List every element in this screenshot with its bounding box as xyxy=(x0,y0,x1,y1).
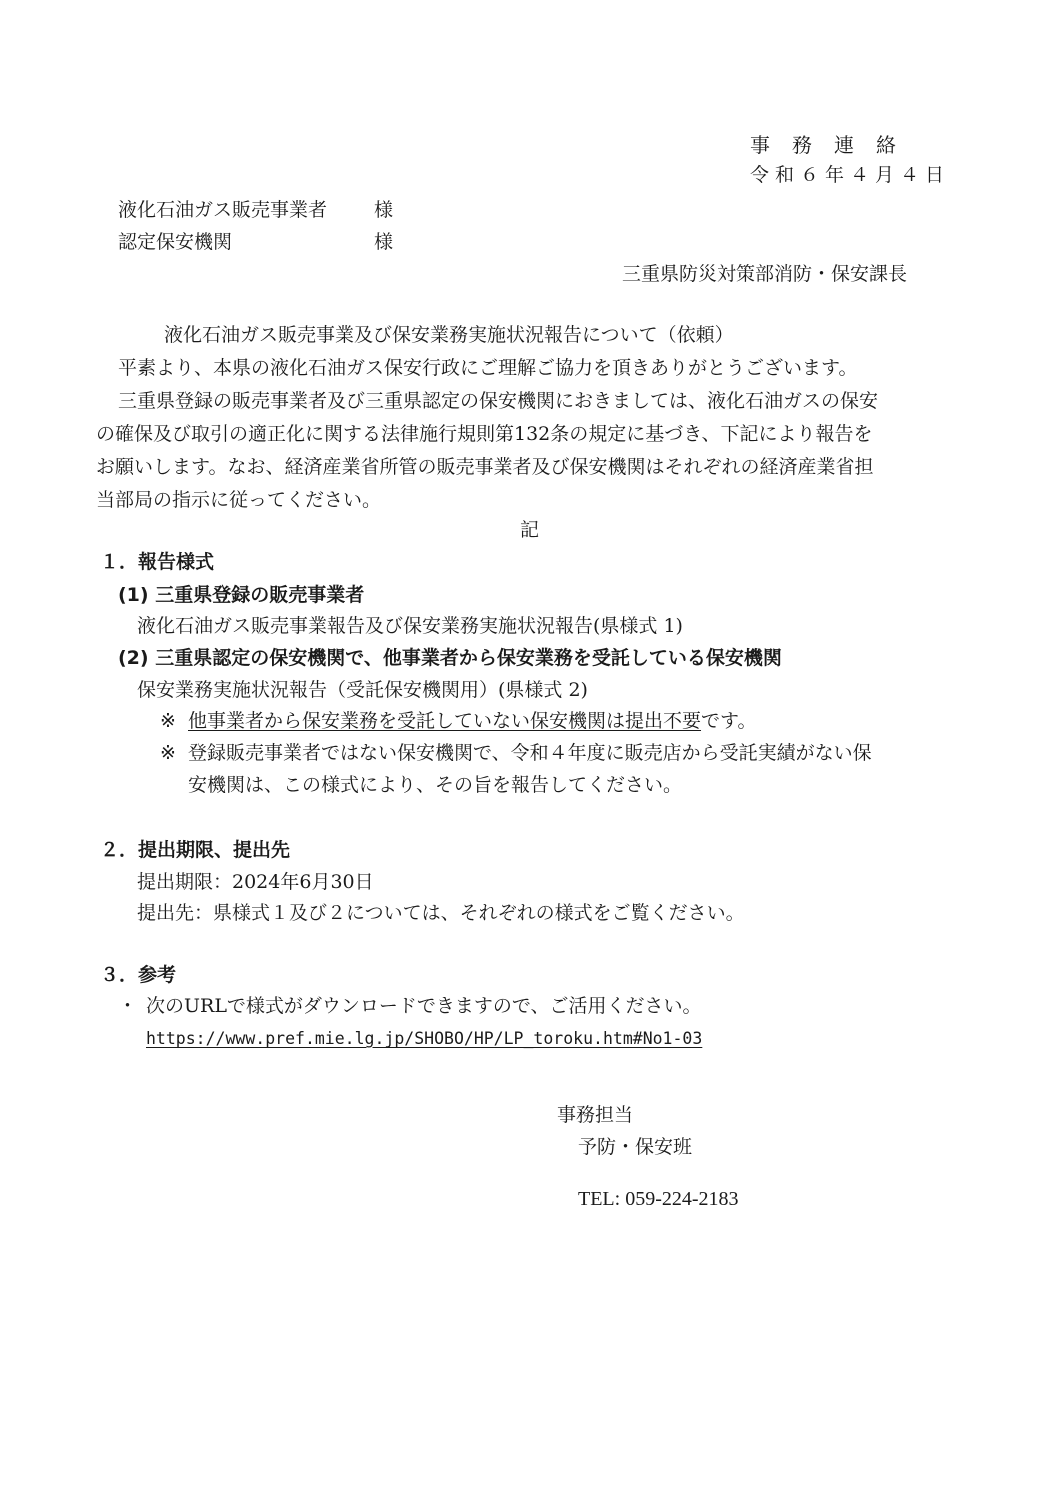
submission-deadline: 提出期限：2024年6月30日 xyxy=(137,871,374,893)
document-type: 事務連絡 xyxy=(750,133,918,157)
contact-label: 事務担当 xyxy=(557,1104,634,1126)
body-line-4: お願いします。なお、経済産業省所管の販売事業者及び保安機関はそれぞれの経済産業省担 xyxy=(96,456,874,478)
sender: 三重県防災対策部消防・保安課長 xyxy=(622,263,908,285)
section-1-item-1-heading: (1) 三重県登録の販売事業者 xyxy=(118,584,365,606)
body-line-5: 当部局の指示に従ってください。 xyxy=(96,489,382,511)
addressee-2-honorific: 様 xyxy=(374,231,394,253)
addressee-2-name: 認定保安機関 xyxy=(118,231,233,253)
note-2-line-2: 安機関は、この様式により、その旨を報告してください。 xyxy=(188,774,683,796)
note-1-suffix: です。 xyxy=(701,710,757,732)
section-3-heading: ３．参考 xyxy=(100,964,177,986)
section-2-heading: ２．提出期限、提出先 xyxy=(100,839,291,861)
note-2-line-1: 登録販売事業者ではない保安機関で、令和４年度に販売店から受託実績がない保 xyxy=(188,742,872,764)
ki-marker: 記 xyxy=(520,519,540,541)
body-line-1: 平素より、本県の液化石油ガス保安行政にご理解ご協力を頂きありがとうございます。 xyxy=(118,357,858,379)
body-line-3: の確保及び取引の適正化に関する法律施行規則第132条の規定に基づき、下記により報告を xyxy=(96,423,873,445)
section-1-item-2-heading: (2) 三重県認定の保安機関で、他事業者から保安業務を受託している保安機関 xyxy=(118,647,782,669)
section-1-item-1-text: 液化石油ガス販売事業報告及び保安業務実施状況報告(県様式 1) xyxy=(137,615,683,637)
addressee-1-honorific: 様 xyxy=(374,199,394,221)
submission-destination: 提出先：県様式１及び２については、それぞれの様式をご覧ください。 xyxy=(137,902,745,924)
note-1 xyxy=(188,712,757,731)
subject: 液化石油ガス販売事業及び保安業務実施状況報告について（依頼） xyxy=(164,324,734,346)
section-1-item-2-text: 保安業務実施状況報告（受託保安機関用）(県様式 2) xyxy=(137,679,588,701)
section-1-heading: １．報告様式 xyxy=(100,551,215,573)
contact-team: 予防・保安班 xyxy=(578,1136,693,1158)
contact-phone: TEL: 059-224-2183 xyxy=(578,1188,739,1210)
document-date: 令和６年４月４日 xyxy=(750,164,951,186)
body-line-2: 三重県登録の販売事業者及び三重県認定の保安機関におきましては、液化石油ガスの保安 xyxy=(118,390,879,412)
bullet-icon: ・ xyxy=(118,995,138,1017)
note-2-mark: ※ xyxy=(160,742,176,764)
reference-text: 次のURLで様式がダウンロードできますので、ご活用ください。 xyxy=(146,995,702,1017)
reference-url-link[interactable]: https://www.pref.mie.lg.jp/SHOBO/HP/LP_toroku.htm#No1-03 xyxy=(146,1029,703,1048)
note-1-underlined-text: 他事業者から保安業務を受託していない保安機関は提出不要 xyxy=(188,710,702,732)
note-1-mark: ※ xyxy=(160,710,176,732)
addressee-1-name: 液化石油ガス販売事業者 xyxy=(118,199,328,221)
